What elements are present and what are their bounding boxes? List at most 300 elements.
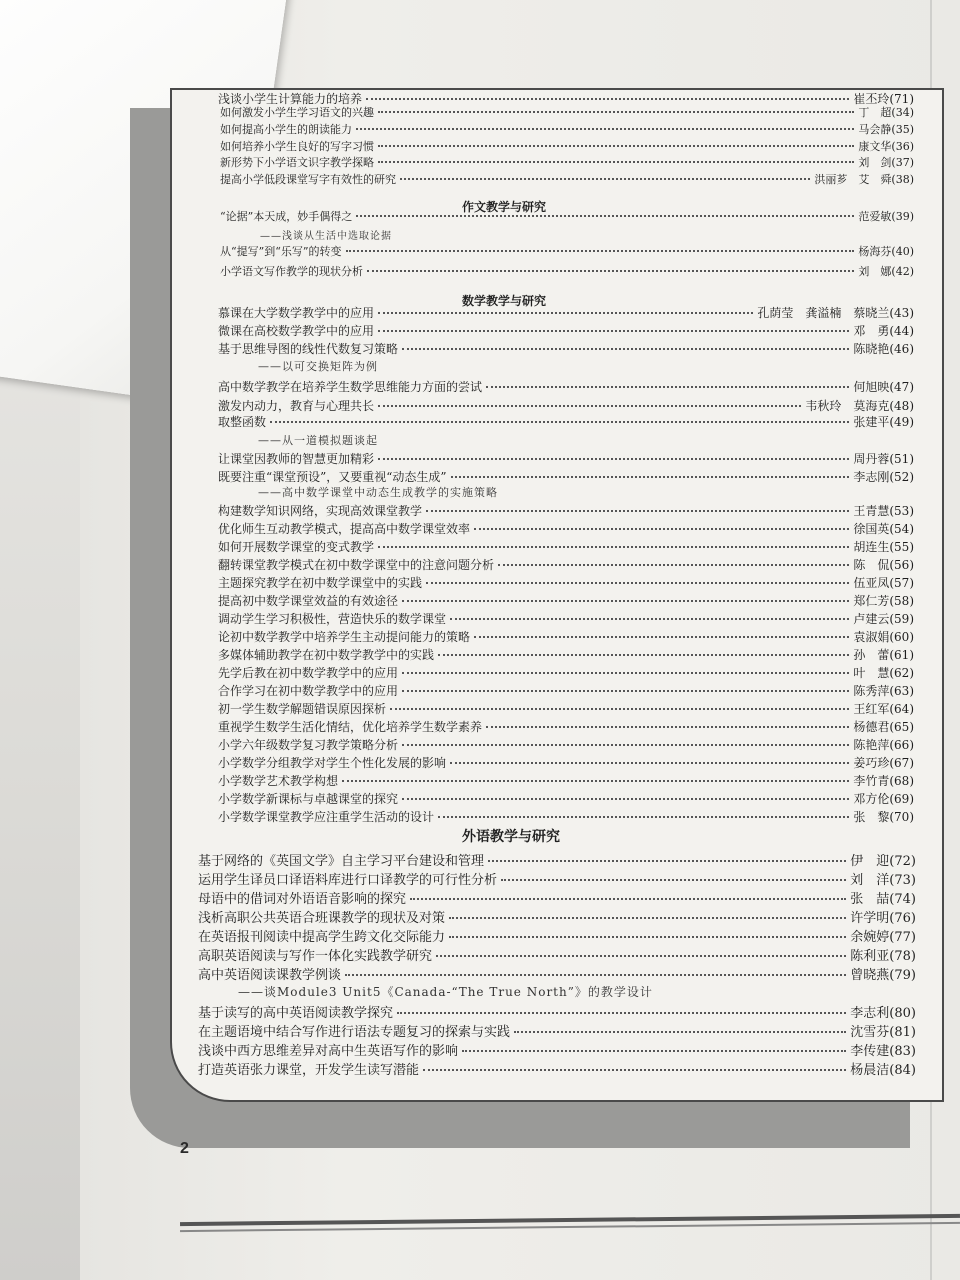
paren-open: ( — [889, 1025, 895, 1040]
dot-leader — [450, 762, 849, 764]
paren-close: ) — [909, 123, 914, 136]
dot-leader — [462, 1050, 846, 1052]
entry-author — [853, 592, 914, 609]
entry-author — [850, 945, 916, 964]
dot-leader — [378, 330, 849, 332]
paren-open: ( — [889, 415, 895, 429]
paren-close: ) — [909, 594, 914, 608]
toc-entry[interactable] — [218, 610, 914, 627]
paren-open: ( — [889, 648, 895, 662]
paren-close: ) — [909, 540, 914, 554]
toc-entry[interactable] — [220, 138, 914, 154]
author-name: 陈秀萍 — [853, 684, 890, 698]
entry-author — [850, 1002, 916, 1021]
paren-open: ( — [889, 774, 895, 788]
entry-title: 浅谈中西方思维差异对高中生英语写作的影响 — [198, 1044, 459, 1059]
entry-title: 重视学生数学生活化情结，优化培养学生数学素养 — [218, 720, 483, 734]
paren-open: ( — [891, 173, 896, 186]
entry-title: 微课在高校数学教学中的应用 — [218, 324, 375, 338]
entry-page: 35 — [895, 123, 910, 136]
toc-entry[interactable] — [220, 263, 914, 279]
paren-close: ) — [909, 470, 914, 484]
entry-author — [858, 121, 914, 137]
entry-page: 38 — [895, 173, 910, 186]
entry-page: 52 — [894, 470, 910, 484]
paren-close: ) — [910, 854, 916, 869]
paren-open: ( — [889, 949, 895, 964]
toc-entry[interactable] — [218, 413, 914, 430]
paren-close: ) — [909, 173, 914, 186]
toc-entry[interactable] — [198, 1040, 916, 1059]
paren-open: ( — [891, 123, 896, 136]
dot-leader — [378, 546, 849, 548]
paren-open: ( — [889, 930, 895, 945]
toc-entry[interactable] — [198, 945, 916, 964]
entry-page: 43 — [894, 306, 910, 320]
author-name: 陈利亚 — [850, 949, 890, 964]
paren-open: ( — [889, 738, 895, 752]
entry-page: 39 — [895, 210, 910, 223]
dot-leader — [402, 672, 849, 674]
paren-open: ( — [889, 756, 895, 770]
toc-entry[interactable] — [218, 322, 914, 339]
toc-entry[interactable] — [218, 468, 914, 485]
entry-page: 65 — [894, 720, 910, 734]
entry-author — [853, 538, 914, 555]
toc-entry[interactable] — [198, 869, 916, 888]
author-name: 沈雪芬 — [850, 1025, 890, 1040]
entry-author — [850, 850, 916, 869]
entry-page: 73 — [894, 873, 911, 888]
entry-title: 新形势下小学语文识字教学探略 — [220, 156, 374, 169]
paren-close: ) — [909, 106, 914, 119]
entry-page: 42 — [895, 265, 910, 278]
dot-leader — [390, 708, 849, 710]
entry-title: 调动学生学习积极性，营造快乐的数学课堂 — [218, 612, 447, 626]
toc-entry[interactable] — [220, 208, 914, 224]
paren-close: ) — [910, 968, 916, 983]
paren-open: ( — [889, 540, 895, 554]
entry-title: 论初中数学教学中培养学生主动提问能力的策略 — [218, 630, 471, 644]
paren-close: ) — [909, 774, 914, 788]
entry-page: 57 — [894, 576, 910, 590]
entry-title: 提高初中数学课堂效益的有效途径 — [218, 594, 399, 608]
dot-leader — [402, 600, 849, 602]
entry-page: 67 — [894, 756, 910, 770]
toc-entry[interactable] — [198, 926, 916, 945]
entry-title: 基于网络的《英国文学》自主学习平台建设和管理 — [198, 854, 485, 869]
dot-leader — [378, 312, 753, 314]
paren-close: ) — [909, 140, 914, 153]
dot-leader — [486, 386, 849, 388]
toc-entry[interactable] — [218, 718, 914, 735]
paren-open: ( — [891, 156, 896, 169]
entry-page: 81 — [894, 1025, 911, 1040]
paren-close: ) — [910, 1006, 916, 1021]
toc-entry[interactable] — [218, 754, 914, 771]
paren-close: ) — [909, 558, 914, 572]
entry-author — [853, 682, 914, 699]
entry-title: 打造英语张力课堂，开发学生读写潜能 — [198, 1063, 420, 1078]
toc-entry[interactable] — [198, 888, 916, 907]
paren-close: ) — [909, 522, 914, 536]
section-heading: 外语教学与研究 — [462, 829, 560, 845]
entry-title: 先学后教在初中数学教学中的应用 — [218, 666, 399, 680]
author-name: 丁 超 — [858, 106, 892, 119]
entry-title: 高中英语阅读课教学例谈 — [198, 968, 342, 983]
dot-leader — [426, 582, 849, 584]
dot-leader — [474, 528, 849, 530]
toc-entry[interactable] — [198, 1021, 916, 1040]
paren-close: ) — [909, 702, 914, 716]
entry-title: 合作学习在初中数学教学中的应用 — [218, 684, 399, 698]
entry-author — [814, 171, 914, 187]
entry-author — [853, 413, 914, 430]
paren-open: ( — [891, 140, 896, 153]
paren-open: ( — [889, 470, 895, 484]
entry-page: 69 — [894, 792, 910, 806]
toc-entry[interactable] — [198, 1059, 916, 1078]
paren-close: ) — [909, 612, 914, 626]
dot-leader — [450, 618, 849, 620]
author-name: 李竹青 — [853, 774, 890, 788]
author-name: 李志刚 — [853, 470, 890, 484]
entry-author — [858, 208, 914, 224]
paren-open: ( — [889, 324, 895, 338]
toc-entry[interactable] — [198, 907, 916, 926]
entry-title: 既要注重“课堂预设”，又要重视“动态生成” — [218, 470, 447, 484]
paren-open: ( — [889, 630, 895, 644]
entry-page: 79 — [894, 968, 911, 983]
entry-page: 44 — [894, 324, 910, 338]
paren-close: ) — [909, 245, 914, 258]
dot-leader — [438, 654, 849, 656]
dot-leader — [449, 917, 846, 919]
author-name: 崔丕玲 — [853, 92, 890, 106]
entry-title: 小学数学课堂教学应注重学生活动的设计 — [218, 810, 435, 824]
entry-page: 34 — [895, 106, 910, 119]
dot-leader — [346, 250, 855, 252]
dot-leader — [342, 780, 849, 782]
paren-open: ( — [889, 342, 895, 356]
dot-leader — [514, 1031, 846, 1033]
paren-open: ( — [891, 265, 896, 278]
entry-author — [853, 340, 914, 357]
dot-leader — [402, 798, 849, 800]
entry-page: 78 — [894, 949, 911, 964]
toc-entry[interactable] — [220, 154, 914, 170]
entry-title: 基于读写的高中英语阅读教学探究 — [198, 1006, 394, 1021]
toc-entry[interactable] — [220, 121, 914, 137]
entry-author — [853, 790, 914, 807]
dot-leader — [345, 974, 846, 976]
toc-entry[interactable] — [198, 964, 916, 983]
toc-entry[interactable] — [218, 502, 914, 519]
author-name: 徐国英 — [853, 522, 890, 536]
paren-close: ) — [909, 452, 914, 466]
entry-title: 基于思维导图的线性代数复习策略 — [218, 342, 399, 356]
toc-entry[interactable] — [198, 1002, 916, 1021]
paren-open: ( — [889, 92, 895, 106]
toc-entry[interactable] — [218, 538, 914, 555]
paren-close: ) — [909, 792, 914, 806]
entry-author — [858, 138, 914, 154]
paren-open: ( — [889, 522, 895, 536]
author-name: 张 黎 — [853, 810, 890, 824]
section-heading: 作文教学与研究 — [462, 200, 547, 214]
toc-entry[interactable] — [218, 790, 914, 807]
dot-leader — [438, 816, 849, 818]
dot-leader — [378, 458, 849, 460]
toc-entry[interactable] — [218, 574, 914, 591]
paren-close: ) — [910, 873, 916, 888]
author-name: 袁淑娟 — [853, 630, 890, 644]
entry-author — [853, 754, 914, 771]
entry-author — [853, 574, 914, 591]
author-name: 李传建 — [850, 1044, 890, 1059]
toc-entry[interactable] — [198, 850, 916, 869]
entry-page: 70 — [894, 810, 910, 824]
entry-title: 优化师生互动教学模式，提高高中数学课堂效率 — [218, 522, 471, 536]
entry-author — [853, 502, 914, 519]
author-name: 王青慧 — [853, 504, 890, 518]
entry-title: 如何培养小学生良好的写字习惯 — [220, 140, 374, 153]
author-name: 许学明 — [850, 911, 890, 926]
author-name: 洪丽芗 艾 舜 — [814, 173, 892, 186]
entry-author — [853, 664, 914, 681]
paren-close: ) — [909, 648, 914, 662]
paren-open: ( — [889, 684, 895, 698]
author-name: 杨海芬 — [858, 245, 892, 258]
entry-page: 63 — [894, 684, 910, 698]
entry-title: 如何提高小学生的朗读能力 — [220, 123, 352, 136]
paren-open: ( — [889, 702, 895, 716]
entry-title: “论据”本天成，妙手偶得之 — [220, 210, 353, 223]
entry-title: 从“提写”到“乐写”的转变 — [220, 245, 342, 258]
paren-open: ( — [889, 306, 895, 320]
entry-title: 高中数学教学在培养学生数学思维能力方面的尝试 — [218, 380, 483, 394]
paren-close: ) — [909, 210, 914, 223]
toc-entry[interactable] — [218, 628, 914, 645]
paren-open: ( — [889, 666, 895, 680]
dot-leader — [270, 421, 849, 423]
entry-author — [853, 468, 914, 485]
paren-close: ) — [909, 306, 914, 320]
entry-author — [853, 90, 914, 107]
toc-entry[interactable] — [218, 556, 914, 573]
dot-leader — [501, 879, 846, 881]
toc-entry[interactable] — [218, 520, 914, 537]
toc-entry[interactable] — [218, 340, 914, 357]
author-name: 孔荫莹 龚溢楠 蔡晓兰 — [757, 306, 890, 320]
author-name: 卢建云 — [853, 612, 890, 626]
author-name: 马会静 — [858, 123, 892, 136]
author-name: 伊 迎 — [850, 854, 890, 869]
dot-leader — [356, 215, 854, 217]
entry-author — [853, 378, 914, 395]
entry-page: 72 — [894, 854, 911, 869]
toc-entry[interactable] — [218, 772, 914, 789]
entry-subtitle: ——以可交换矩阵为例 — [258, 360, 378, 373]
dot-leader — [402, 690, 849, 692]
toc-entry[interactable] — [218, 700, 914, 717]
entry-page: 62 — [894, 666, 910, 680]
toc-entry[interactable] — [218, 450, 914, 467]
dot-leader — [378, 161, 854, 163]
author-name: 韦秋玲 莫海克 — [805, 399, 890, 413]
entry-title: 初一学生数学解题错误原因探析 — [218, 702, 387, 716]
paren-open: ( — [889, 504, 895, 518]
paren-close: ) — [909, 810, 914, 824]
dot-leader — [486, 726, 849, 728]
dot-leader — [423, 1069, 846, 1071]
section-heading: 数学教学与研究 — [462, 294, 547, 308]
entry-author — [850, 1059, 916, 1078]
entry-author — [850, 926, 916, 945]
entry-page: 46 — [894, 342, 910, 356]
paren-open: ( — [889, 576, 895, 590]
toc-entry[interactable] — [220, 171, 914, 187]
entry-title: 小学六年级数学复习教学策略分析 — [218, 738, 399, 752]
paren-open: ( — [889, 720, 895, 734]
entry-author — [853, 556, 914, 573]
entry-author — [850, 869, 916, 888]
toc-entry[interactable] — [218, 90, 914, 107]
author-name: 刘 娜 — [858, 265, 892, 278]
toc-entry[interactable] — [218, 646, 914, 663]
author-name: 郑仁芳 — [853, 594, 890, 608]
paren-open: ( — [891, 210, 896, 223]
author-name: 叶 慧 — [853, 666, 890, 680]
dot-leader — [426, 510, 849, 512]
paren-open: ( — [889, 594, 895, 608]
dot-leader — [366, 98, 849, 100]
entry-author — [850, 1021, 916, 1040]
entry-page: 66 — [894, 738, 910, 752]
dot-leader — [378, 111, 854, 113]
paren-close: ) — [910, 1025, 916, 1040]
entry-author — [850, 1040, 916, 1059]
entry-page: 47 — [894, 380, 910, 394]
author-name: 刘 洋 — [850, 873, 890, 888]
paren-close: ) — [909, 756, 914, 770]
paren-close: ) — [909, 380, 914, 394]
entry-title: 小学语文写作教学的现状分析 — [220, 265, 363, 278]
dot-leader — [397, 1012, 846, 1014]
entry-title: 浅析高职公共英语合班课教学的现状及对策 — [198, 911, 446, 926]
dot-leader — [449, 936, 846, 938]
paren-open: ( — [891, 106, 896, 119]
paren-open: ( — [889, 911, 895, 926]
toc-box — [170, 88, 940, 1128]
author-name: 王红军 — [853, 702, 890, 716]
entry-title: 高职英语阅读与写作一体化实践教学研究 — [198, 949, 433, 964]
entry-author — [853, 646, 914, 663]
paren-close: ) — [909, 324, 914, 338]
paren-close: ) — [909, 630, 914, 644]
paren-open: ( — [889, 810, 895, 824]
paren-close: ) — [910, 892, 916, 907]
entry-title: 激发内动力，教育与心理共长 — [218, 399, 375, 413]
entry-page: 56 — [894, 558, 910, 572]
entry-page: 60 — [894, 630, 910, 644]
entry-author — [858, 243, 914, 259]
entry-title: 小学数学新课标与卓越课堂的探究 — [218, 792, 399, 806]
entry-page: 49 — [894, 415, 910, 429]
author-name: 曾晓燕 — [850, 968, 890, 983]
paren-close: ) — [909, 576, 914, 590]
entry-page: 55 — [894, 540, 910, 554]
entry-page: 61 — [894, 648, 910, 662]
entry-author — [805, 397, 914, 414]
author-name: 陈艳萍 — [853, 738, 890, 752]
dot-leader — [474, 636, 849, 638]
dot-leader — [498, 564, 849, 566]
entry-author — [853, 700, 914, 717]
dot-leader — [402, 348, 849, 350]
toc-entry[interactable] — [218, 304, 914, 321]
paren-open: ( — [889, 873, 895, 888]
toc-entry[interactable] — [218, 664, 914, 681]
entry-title: 慕课在大学数学教学中的应用 — [218, 306, 375, 320]
author-name: 陈晓艳 — [853, 342, 890, 356]
paren-open: ( — [889, 612, 895, 626]
page-number: 2 — [180, 1140, 189, 1157]
toc-entry[interactable] — [218, 682, 914, 699]
paren-close: ) — [909, 399, 914, 413]
entry-page: 64 — [894, 702, 910, 716]
dot-leader — [400, 178, 810, 180]
paren-close: ) — [909, 265, 914, 278]
entry-page: 59 — [894, 612, 910, 626]
paren-open: ( — [889, 1063, 895, 1078]
toc-entry[interactable] — [218, 736, 914, 753]
toc-entry[interactable] — [220, 243, 914, 259]
entry-author — [853, 718, 914, 735]
entry-title: 运用学生译员口译语料库进行口译教学的可行性分析 — [198, 873, 498, 888]
paren-close: ) — [909, 720, 914, 734]
entry-title: 主题探究教学在初中数学课堂中的实践 — [218, 576, 423, 590]
entry-author — [850, 907, 916, 926]
paren-close: ) — [910, 930, 916, 945]
entry-title: 母语中的借词对外语语音影响的探究 — [198, 892, 407, 907]
toc-entry[interactable] — [218, 397, 914, 414]
entry-author — [853, 450, 914, 467]
toc-entry[interactable] — [218, 592, 914, 609]
author-name: 杨晨洁 — [850, 1063, 890, 1078]
author-name: 胡连生 — [853, 540, 890, 554]
toc-entry[interactable] — [218, 378, 914, 395]
author-name: 何旭映 — [853, 380, 890, 394]
entry-author — [850, 964, 916, 983]
entry-title: 构建数学知识网络，实现高效课堂教学 — [218, 504, 423, 518]
entry-page: 37 — [895, 156, 910, 169]
paren-open: ( — [889, 854, 895, 869]
table-of-contents — [170, 88, 944, 1102]
dot-leader — [488, 860, 846, 862]
entry-page: 53 — [894, 504, 910, 518]
entry-author — [853, 736, 914, 753]
dot-leader — [378, 145, 854, 147]
entry-author — [853, 808, 914, 825]
entry-page: 80 — [894, 1006, 911, 1021]
entry-page: 58 — [894, 594, 910, 608]
paren-open: ( — [889, 1006, 895, 1021]
dot-leader — [410, 898, 846, 900]
author-name: 邓方伦 — [853, 792, 890, 806]
toc-entry[interactable] — [218, 808, 914, 825]
entry-page: 68 — [894, 774, 910, 788]
